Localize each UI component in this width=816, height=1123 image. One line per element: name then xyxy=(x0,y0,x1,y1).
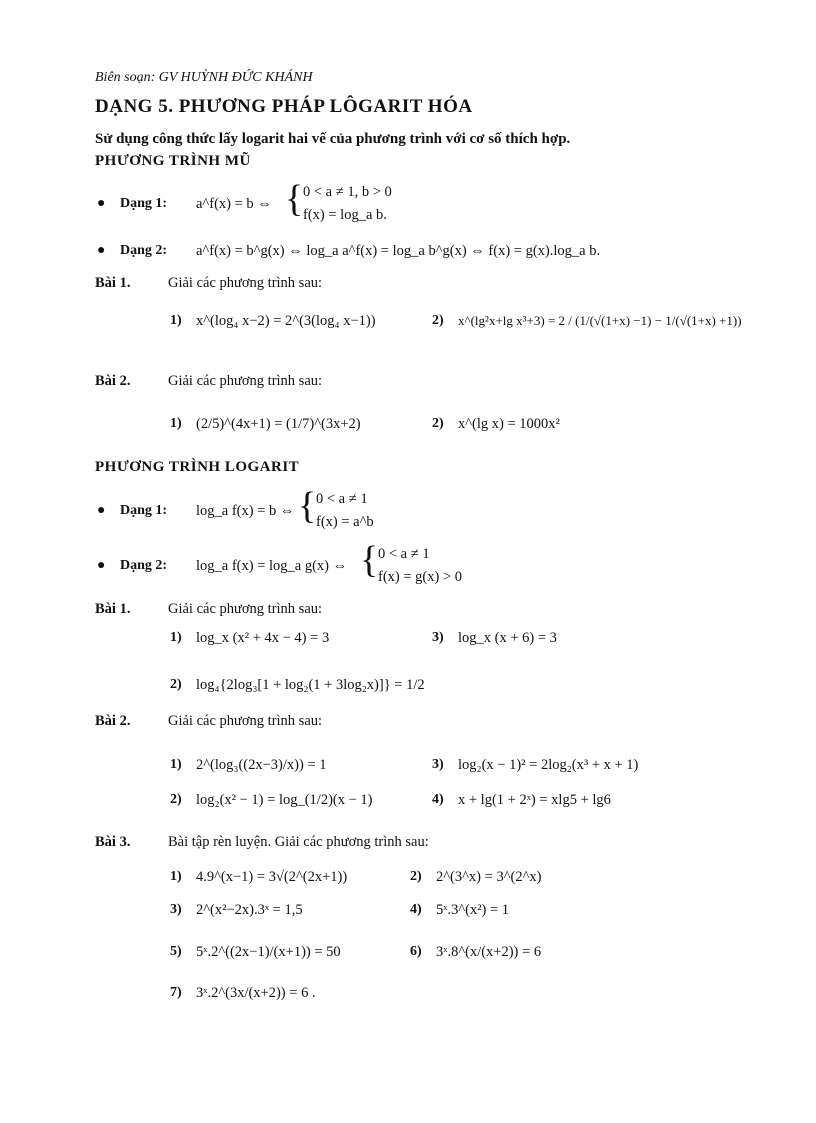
problem-number: 4) xyxy=(432,792,444,807)
section-heading-logarithm: PHƯƠNG TRÌNH LOGARIT xyxy=(95,459,300,475)
problem-number: 6) xyxy=(410,944,422,959)
problem-expression: 5ˣ.2^((2x−1)/(x+1)) = 50 xyxy=(196,944,341,960)
dang1-label: Dạng 1: xyxy=(120,196,168,211)
intro-text: Sử dụng công thức lấy logarit hai vế của phương trình với cơ số thích hợp. xyxy=(95,131,571,147)
problem-number: 1) xyxy=(170,313,182,328)
dang2-lhs: log_a f(x) = log_a g(x) ⇔ xyxy=(196,558,348,574)
bullet-icon: ● xyxy=(97,503,106,518)
dang1-cond1: 0 < a ≠ 1, b > 0 xyxy=(303,184,392,200)
problem-expression: log_x (x + 6) = 3 xyxy=(458,630,557,646)
problem-number: 1) xyxy=(170,869,182,884)
problem-expression: log_x (x² + 4x − 4) = 3 xyxy=(196,630,330,646)
problem-expression: 4.9^(x−1) = 3√(2^(2x+1)) xyxy=(196,869,348,885)
exercise-label: Bài 3. xyxy=(95,834,131,850)
problem-number: 2) xyxy=(432,313,444,328)
dang1-lhs: log_a f(x) = b ⇔ xyxy=(196,503,295,519)
page-title: DẠNG 5. PHƯƠNG PHÁP LÔGARIT HÓA xyxy=(95,96,473,117)
dang2-cond1: 0 < a ≠ 1 xyxy=(378,546,430,562)
problem-number: 7) xyxy=(170,985,182,1000)
problem-expression: (2/5)^(4x+1) = (1/7)^(3x+2) xyxy=(196,416,361,432)
problem-number: 3) xyxy=(432,630,444,645)
problem-number: 1) xyxy=(170,416,182,431)
bullet-icon: ● xyxy=(97,196,106,211)
bullet-icon: ● xyxy=(97,243,106,258)
dang1-lhs: a^f(x) = b ⇔ xyxy=(196,196,272,212)
problem-expression: x^(lg²x+lg x³+3) = 2 / (1/(√(1+x) −1) − 1/(√(1+x) +1)) xyxy=(458,313,742,328)
problem-number: 4) xyxy=(410,902,422,917)
exercise-text: Giải các phương trình sau: xyxy=(168,275,323,291)
problem-number: 3) xyxy=(170,902,182,917)
author-line: Biên soạn: GV HUỲNH ĐỨC KHÁNH xyxy=(95,70,313,85)
problem-number: 3) xyxy=(432,757,444,772)
exercise-label: Bài 2. xyxy=(95,373,131,389)
exercise-label: Bài 1. xyxy=(95,275,131,291)
brace-icon: { xyxy=(285,178,304,220)
problem-expression: 2^(log₃((2x−3)/x)) = 1 xyxy=(196,757,327,773)
problem-expression: log₂(x − 1)² = 2log₂(x³ + x + 1) xyxy=(458,757,639,773)
problem-expression: x + lg(1 + 2ˣ) = xlg5 + lg6 xyxy=(458,792,611,808)
bullet-icon: ● xyxy=(97,558,106,573)
problem-number: 1) xyxy=(170,630,182,645)
section-heading-exponential: PHƯƠNG TRÌNH MŨ xyxy=(95,153,251,169)
dang1-label: Dạng 1: xyxy=(120,503,168,518)
problem-expression: 3ˣ.2^(3x/(x+2)) = 6 . xyxy=(196,985,316,1001)
dang1-cond2: f(x) = log_a b. xyxy=(303,207,387,223)
problem-number: 2) xyxy=(410,869,422,884)
dang1-cond1: 0 < a ≠ 1 xyxy=(316,491,368,507)
exercise-text: Giải các phương trình sau: xyxy=(168,713,323,729)
dang2-label: Dạng 2: xyxy=(120,243,168,258)
exercise-text: Bài tập rèn luyện. Giải các phương trình sau: xyxy=(168,834,429,850)
problem-expression: log₄{2log₃[1 + log₂(1 + 3log₂x)]} = 1/2 xyxy=(196,677,425,693)
exercise-label: Bài 1. xyxy=(95,601,131,617)
dang2-label: Dạng 2: xyxy=(120,558,168,573)
problem-number: 2) xyxy=(432,416,444,431)
problem-expression: 2^(x²−2x).3ˣ = 1,5 xyxy=(196,902,303,918)
brace-icon: { xyxy=(360,539,379,581)
problem-number: 2) xyxy=(170,677,182,692)
problem-number: 5) xyxy=(170,944,182,959)
exercise-text: Giải các phương trình sau: xyxy=(168,601,323,617)
problem-expression: log₂(x² − 1) = log_(1/2)(x − 1) xyxy=(196,792,373,808)
problem-expression: x^(log₄ x−2) = 2^(3(log₄ x−1)) xyxy=(196,313,376,329)
dang2-cond2: f(x) = g(x) > 0 xyxy=(378,569,462,585)
problem-expression: x^(lg x) = 1000x² xyxy=(458,416,560,432)
exercise-label: Bài 2. xyxy=(95,713,131,729)
dang2-expr: a^f(x) = b^g(x) ⇔ log_a a^f(x) = log_a b^g(x) ⇔ f(x) = g(x).log_a b. xyxy=(196,243,601,259)
brace-icon: { xyxy=(298,485,317,527)
problem-number: 2) xyxy=(170,792,182,807)
problem-expression: 3ˣ.8^(x/(x+2)) = 6 xyxy=(436,944,542,960)
problem-expression: 2^(3^x) = 3^(2^x) xyxy=(436,869,542,885)
problem-expression: 5ˣ.3^(x²) = 1 xyxy=(436,902,510,918)
dang1-cond2: f(x) = a^b xyxy=(316,514,374,530)
problem-number: 1) xyxy=(170,757,182,772)
exercise-text: Giải các phương trình sau: xyxy=(168,373,323,389)
